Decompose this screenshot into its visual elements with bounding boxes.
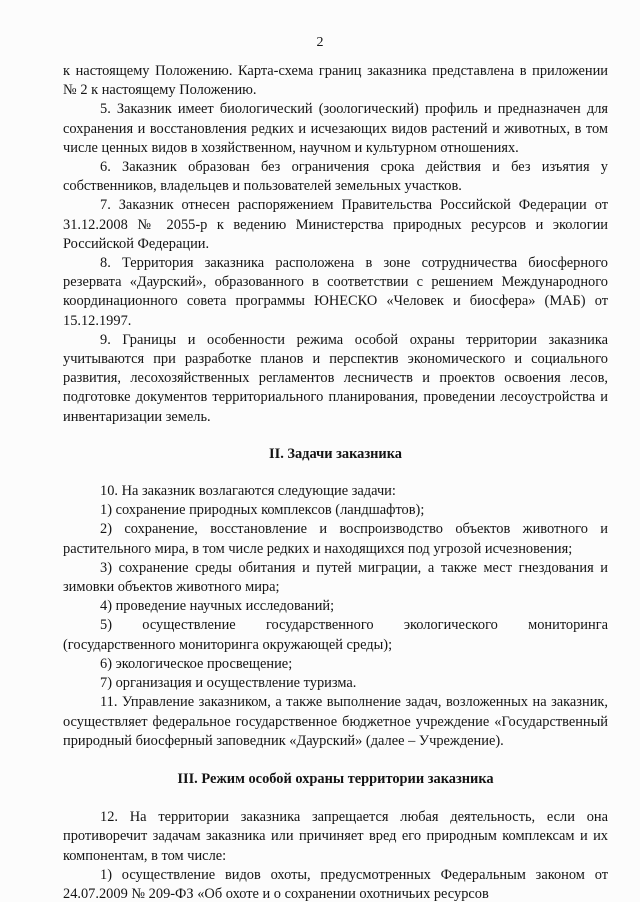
paragraph-7: 7. Заказник отнесен распоряжением Правительства Российской Федерации от 31.12.2008 № 2055-р к ведению Министерства природных ресурсов и экологии Российской Федерации. (63, 197, 608, 252)
task-item: 7) организация и осуществление туризма. (100, 675, 357, 692)
paragraph-continuation: к настоящему Положению. Карта-схема границ заказника представлена в приложении № 2 к настоящему Положению. (63, 63, 608, 99)
task-item: 5) осуществление государственного экологического мониторинга (государственного мониторинга окружающей среды); (63, 617, 608, 653)
section-heading-tasks: II. Задачи заказника (269, 445, 402, 462)
task-item: 1) сохранение природных комплексов (ландшафтов); (100, 502, 425, 519)
paragraph-8: 8. Территория заказника расположена в зоне сотрудничества биосферного резервата «Даурский», образованного в соответствии с решением Международного координационного совета программы ЮНЕСКО «Человек и биосфера» (МАБ) от 15.12.1997. (63, 255, 608, 329)
page-number: 2 (316, 35, 324, 50)
task-item: 2) сохранение, восстановление и воспроизводство объектов животного и растительного мира, в том числе редких и находящихся под угрозой исчезновения; (63, 521, 608, 557)
paragraph-10: 10. На заказник возлагаются следующие задачи: (100, 483, 396, 500)
paragraph-6: 6. Заказник образован без ограничения срока действия и без изъятия у собственников, владельцев и пользователей земельных участков. (63, 159, 608, 195)
section-heading-protection-regime: III. Режим особой охраны территории заказника (177, 770, 494, 787)
prohibition-item: 1) осуществление видов охоты, предусмотренных Федеральным законом от 24.07.2009 № 209-ФЗ «Об охоте и о сохранении охотничьих ресурсов (63, 866, 608, 902)
paragraph-12: 12. На территории заказника запрещается любая деятельность, если она противоречит задачам заказника или причиняет вред его природным комплексам и их компонентам, в том числе: (63, 809, 608, 864)
document-body (63, 62, 608, 904)
task-item: 3) сохранение среды обитания и путей миграции, а также мест гнездования и зимовки объектов животного мира; (63, 559, 608, 596)
paragraph-9: 9. Границы и особенности режима особой охраны территории заказника учитываются при разработке планов и перспектив экономического и социального развития, лесохозяйственных регламентов лесничеств и проектов освоения лесов, подготовке документов территориального планирования, проведении лесоустройства и инвентаризации земель. (63, 331, 608, 425)
paragraph-11: 11. Управление заказником, а также выполнение задач, возложенных на заказник, осуществляет федеральное государственное бюджетное учреждение «Государственный природный биосферный заповедник «Даурский» (далее – Учреждение). (63, 694, 608, 749)
task-item: 6) экологическое просвещение; (100, 655, 293, 672)
paragraph-5: 5. Заказник имеет биологический (зоологический) профиль и предназначен для сохранения и восстановления редких и исчезающих видов растений и животных, в том числе ценных видов в хозяйственном, научном и культурном отношениях. (63, 101, 608, 156)
task-item: 4) проведение научных исследований; (100, 598, 335, 615)
